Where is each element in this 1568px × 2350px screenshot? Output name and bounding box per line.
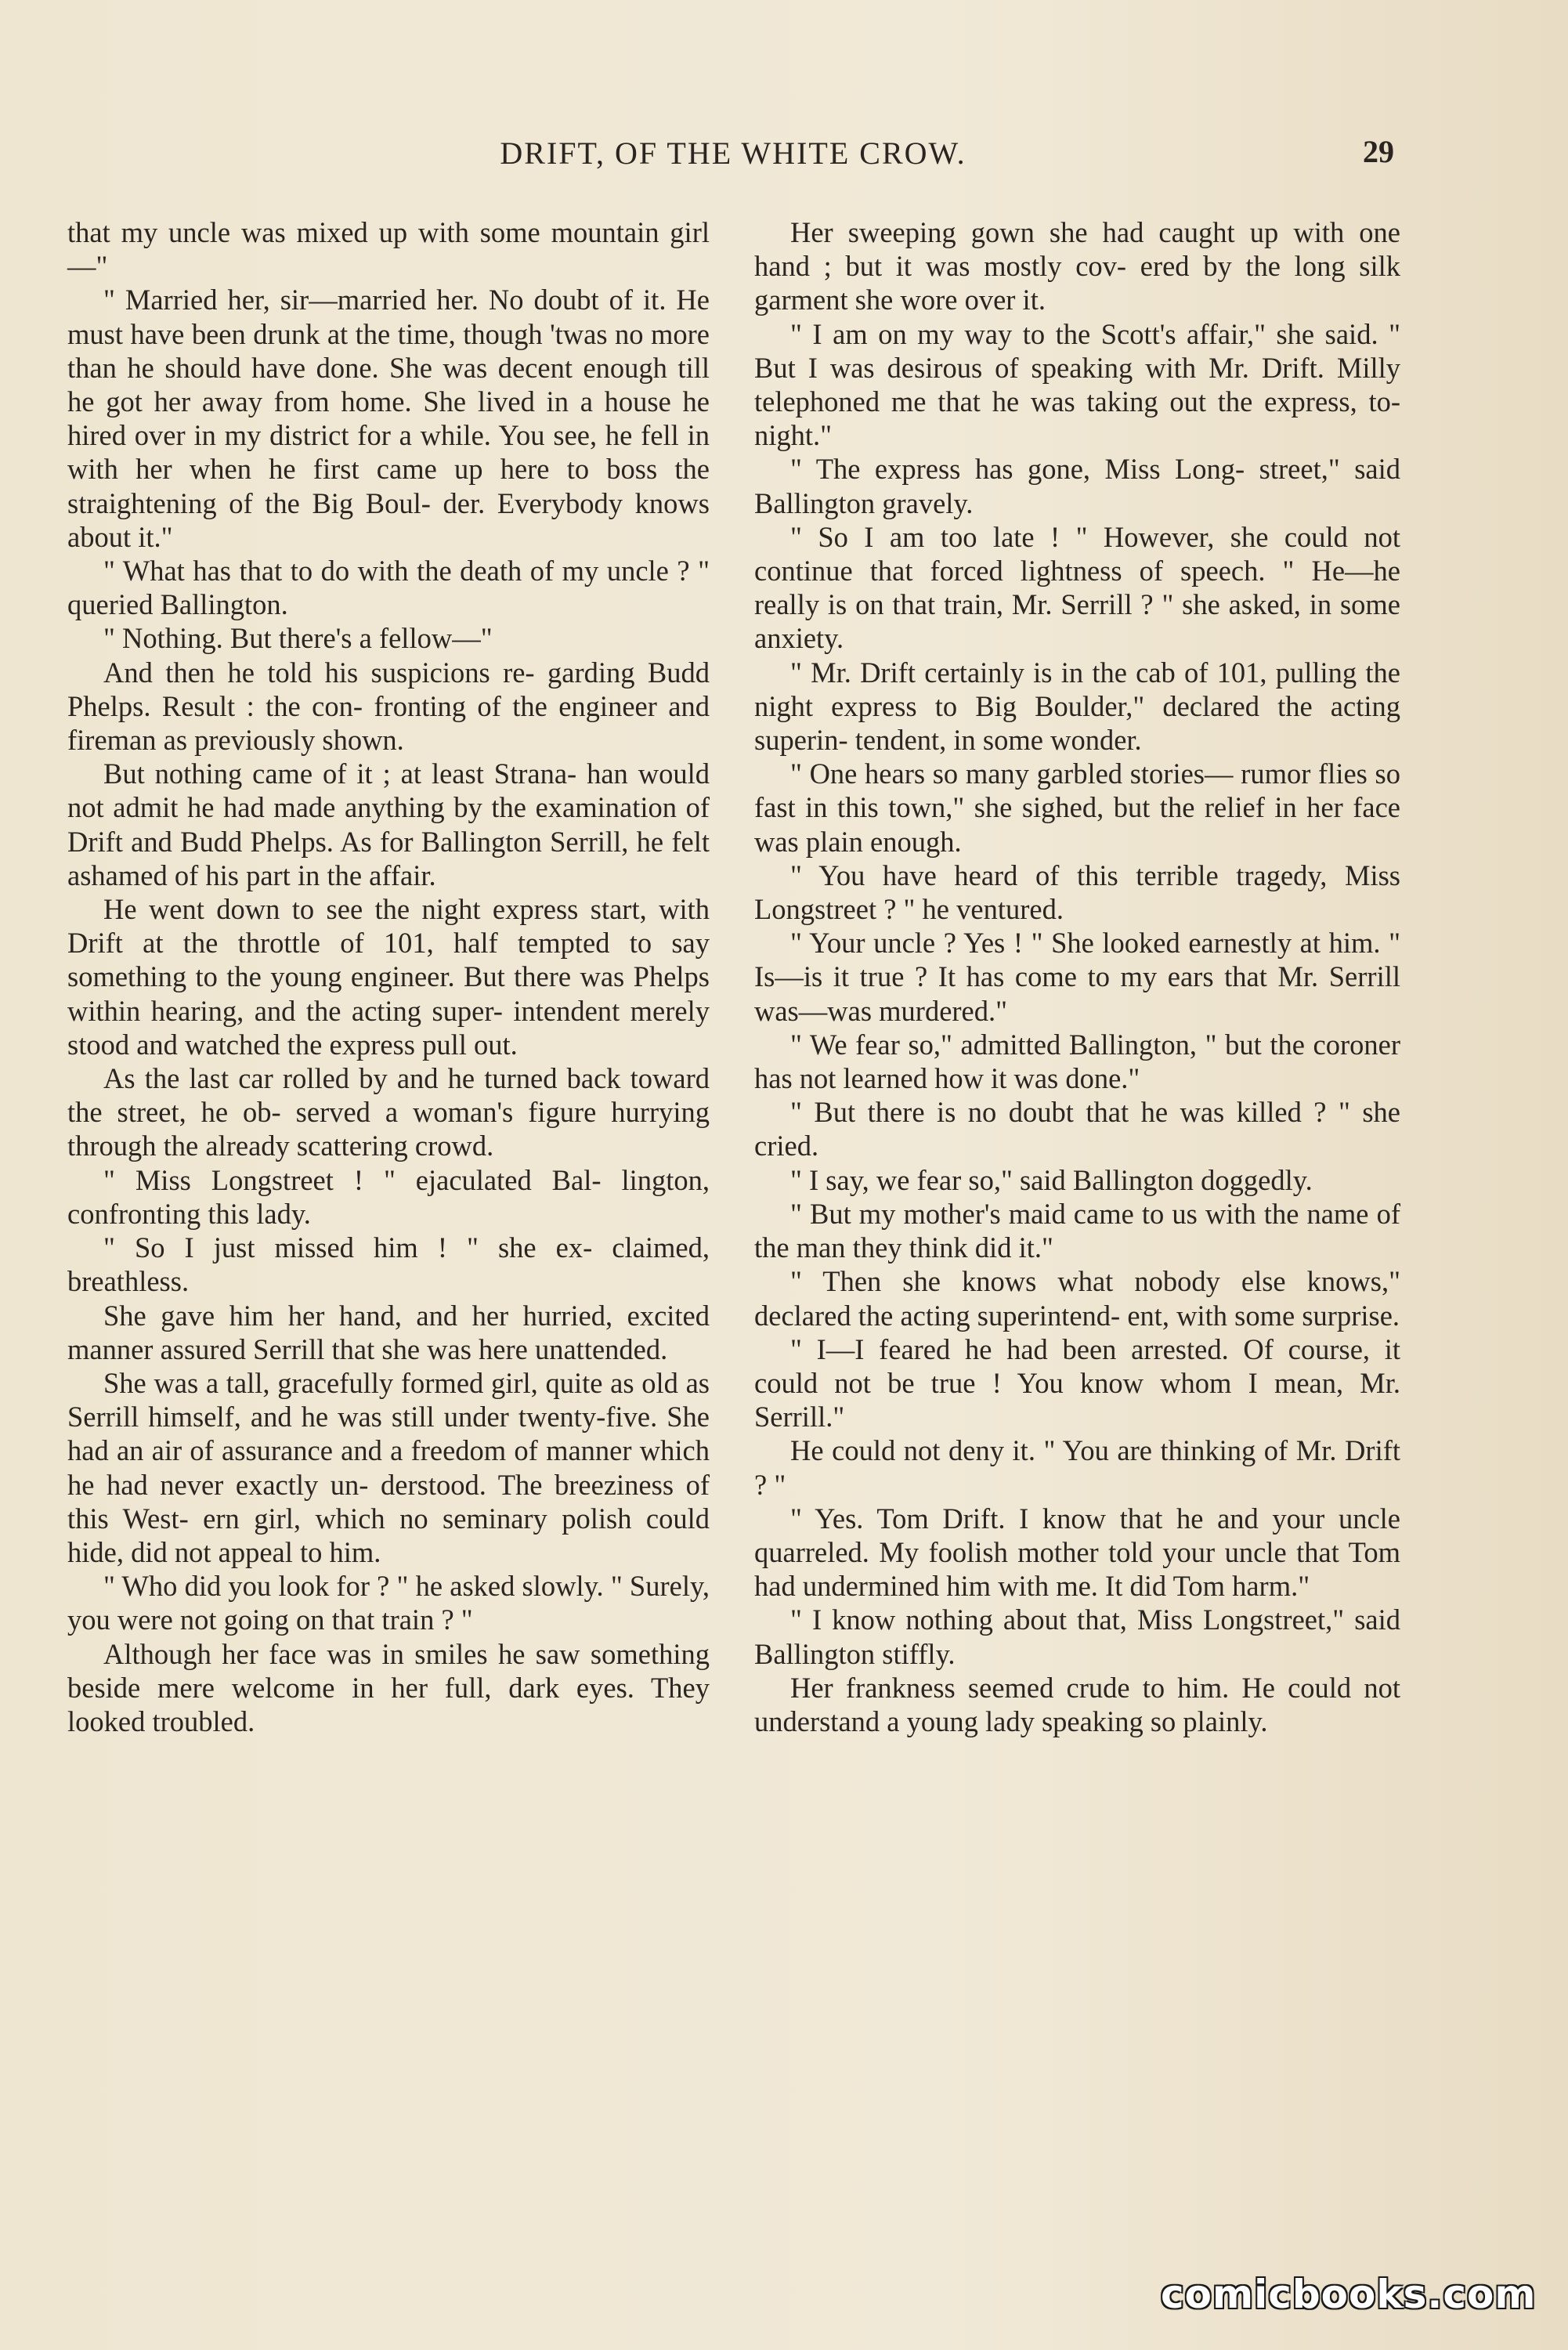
paragraph: " I say, we fear so," said Ballington doggedly. xyxy=(790,1163,1313,1196)
paragraph: " But there is no doubt that he was killed ? " she cried. xyxy=(754,1096,1400,1162)
paragraph: " Married her, sir—married her. No doubt of it. He must have been drunk at the time, though 'twas no more than he should have done. She was decent enough till he got her away from home. She lived in a house he hired over in my district for a while. You see, he fell in with her when he first came up here to boss the straightening of the Big Boul- der. Everybody knows about it." xyxy=(67,284,710,553)
paragraph: " So I am too late ! " However, she could not continue that forced lightness of speech. " He—he really is on that train, Mr. Serrill ? " she asked, in some anxiety. xyxy=(754,520,1400,655)
paragraph: Her sweeping gown she had caught up with one hand ; but it was mostly cov- ered by the long silk garment she wore over it. xyxy=(754,216,1400,316)
paragraph: " Your uncle ? Yes ! " She looked earnestly at him. " Is—is it true ? It has come to my ears that Mr. Serrill was—was murdered." xyxy=(754,927,1400,1027)
left-text-column xyxy=(67,215,710,1738)
paragraph: " So I just missed him ! " she ex- claimed, breathless. xyxy=(67,1231,710,1298)
paragraph: He could not deny it. " You are thinking of Mr. Drift ? " xyxy=(754,1434,1400,1501)
paragraph: " Then she knows what nobody else knows," declared the acting superintend- ent, with some surprise. xyxy=(754,1265,1400,1332)
right-text-column xyxy=(754,215,1400,1738)
paragraph: that my uncle was mixed up with some mountain girl—" xyxy=(67,216,710,283)
paragraph: " I know nothing about that, Miss Longstreet," said Ballington stiffly. xyxy=(754,1603,1400,1670)
paragraph: " You have heard of this terrible tragedy, Miss Longstreet ? " he ventured. xyxy=(754,859,1400,926)
paragraph: " I am on my way to the Scott's affair," she said. " But I was desirous of speaking with Mr. Drift. Milly telephoned me that he was taking out the express, to-night." xyxy=(754,317,1400,452)
paragraph: " What has that to do with the death of my uncle ? " queried Ballington. xyxy=(67,555,710,621)
paragraph: She gave him her hand, and her hurried, excited manner assured Serrill that she was here unattended. xyxy=(67,1299,710,1365)
paragraph: " One hears so many garbled stories— rumor flies so fast in this town," she sighed, but the relief in her face was plain enough. xyxy=(754,757,1400,858)
paragraph: " Nothing. But there's a fellow—" xyxy=(103,622,493,655)
paragraph: Her frankness seemed crude to him. He could not understand a young lady speaking so plainly. xyxy=(754,1671,1400,1737)
page-number: 29 xyxy=(1363,134,1394,169)
paragraph: " The express has gone, Miss Long- street," said Ballington gravely. xyxy=(754,453,1400,519)
paragraph: " Miss Longstreet ! " ejaculated Bal- lington, confronting this lady. xyxy=(67,1163,710,1230)
paragraph: " Who did you look for ? " he asked slowly. " Surely, you were not going on that train ? " xyxy=(67,1570,710,1636)
paragraph: " Yes. Tom Drift. I know that he and your uncle quarreled. My foolish mother told your uncle that Tom had undermined him with me. It did Tom harm." xyxy=(754,1502,1400,1603)
paragraph: But nothing came of it ; at least Strana- han would not admit he had made anything by the examination of Drift and Budd Phelps. As for Ballington Serrill, he felt ashamed of his part in the affair. xyxy=(67,757,710,891)
paragraph: As the last car rolled by and he turned back toward the street, he ob- served a woman's figure hurrying through the already scattering crowd. xyxy=(67,1062,710,1162)
paragraph: Although her face was in smiles he saw something beside mere welcome in her full, dark eyes. They looked troubled. xyxy=(67,1637,710,1737)
paragraph: He went down to see the night express start, with Drift at the throttle of 101, half tempted to say something to the young engineer. But there was Phelps within hearing, and the acting super- intendent merely stood and watched the express pull out. xyxy=(67,893,710,1061)
running-title: DRIFT, OF THE WHITE CROW. xyxy=(500,136,966,171)
paragraph: " We fear so," admitted Ballington, " but the coroner has not learned how it was done." xyxy=(754,1028,1400,1095)
paragraph: She was a tall, gracefully formed girl, quite as old as Serrill himself, and he was still under twenty-five. She had an air of assurance and a freedom of manner which he had never exactly un- derstood. The breeziness of this West- ern girl, which no seminary polish could hide, did not appeal to him. xyxy=(67,1366,710,1568)
paragraph: " Mr. Drift certainly is in the cab of 101, pulling the night express to Big Boulder," declared the acting superin- tendent, in some wonder. xyxy=(754,656,1400,757)
site-watermark: comicbooks.com xyxy=(1161,2272,1537,2317)
paragraph: " I—I feared he had been arrested. Of course, it could not be true ! You know whom I mean, Mr. Serrill." xyxy=(754,1332,1400,1434)
paragraph: And then he told his suspicions re- garding Budd Phelps. Result : the con- fronting of the engineer and fireman as previously shown. xyxy=(67,656,710,757)
paragraph: " But my mother's maid came to us with the name of the man they think did it." xyxy=(754,1197,1400,1264)
